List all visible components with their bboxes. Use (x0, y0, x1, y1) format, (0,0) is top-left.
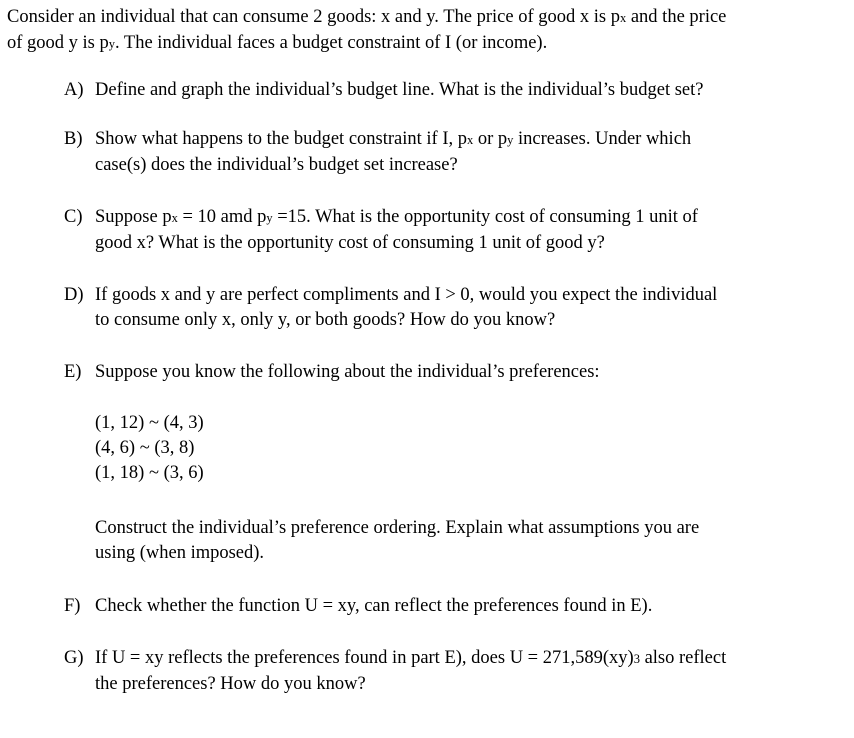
preference-list (95, 411, 204, 486)
question-d: D) If goods x and y are perfect compliments and I > 0, would you expect the individual to consume only x, only y, or both goods? How do you know? (64, 285, 718, 330)
subscript-y: y (507, 133, 514, 147)
question-f: F) Check whether the function U = xy, can reflect the preferences found in E). (64, 594, 804, 619)
question-e: E) Suppose you know the following about the individual’s preferences: (64, 360, 804, 385)
question-label: D) (64, 285, 84, 305)
subscript-3: 3 (633, 652, 640, 666)
question-label: A) (64, 80, 84, 100)
question-label: G) (64, 648, 84, 668)
question-e-instruction: Construct the individual’s preference ordering. Explain what assumptions you are using (when imposed). (95, 518, 700, 563)
subscript-x: x (619, 11, 627, 25)
intro-paragraph (7, 5, 847, 57)
subscript-x: x (171, 211, 178, 225)
question-label: E) (64, 362, 82, 382)
intro-line-2: of good y is py. The individual faces a budget constraint of I (or income). (7, 33, 548, 53)
preference-item: (1, 18) ~ (3, 6) (95, 463, 204, 483)
question-g: G) If U = xy reflects the preferences found in part E), does U = 271,589(xy)3 also reflect the preferences? How do you know? (64, 648, 727, 694)
question-b: B) Show what happens to the budget constraint if I, px or py increases. Under which case(s) does the individual’s budget set increase? (64, 129, 692, 175)
preference-item: (4, 6) ~ (3, 8) (95, 438, 195, 458)
preference-item: (1, 12) ~ (4, 3) (95, 413, 204, 433)
question-a: A) Define and graph the individual’s budget line. What is the individual’s budget set? (64, 78, 804, 103)
subscript-y: y (266, 211, 273, 225)
question-label: B) (64, 129, 83, 149)
subscript-y: y (108, 37, 115, 51)
subscript-x: x (467, 133, 474, 147)
question-c: C) Suppose px = 10 amd py =15. What is the opportunity cost of consuming 1 unit of good x? What is the opportunity cost of consuming 1 unit of good y? (64, 207, 698, 253)
question-label: F) (64, 596, 81, 616)
intro-line-1: Consider an individual that can consume 2 goods: x and y. The price of good x is px and the price (7, 7, 727, 27)
question-label: C) (64, 207, 83, 227)
